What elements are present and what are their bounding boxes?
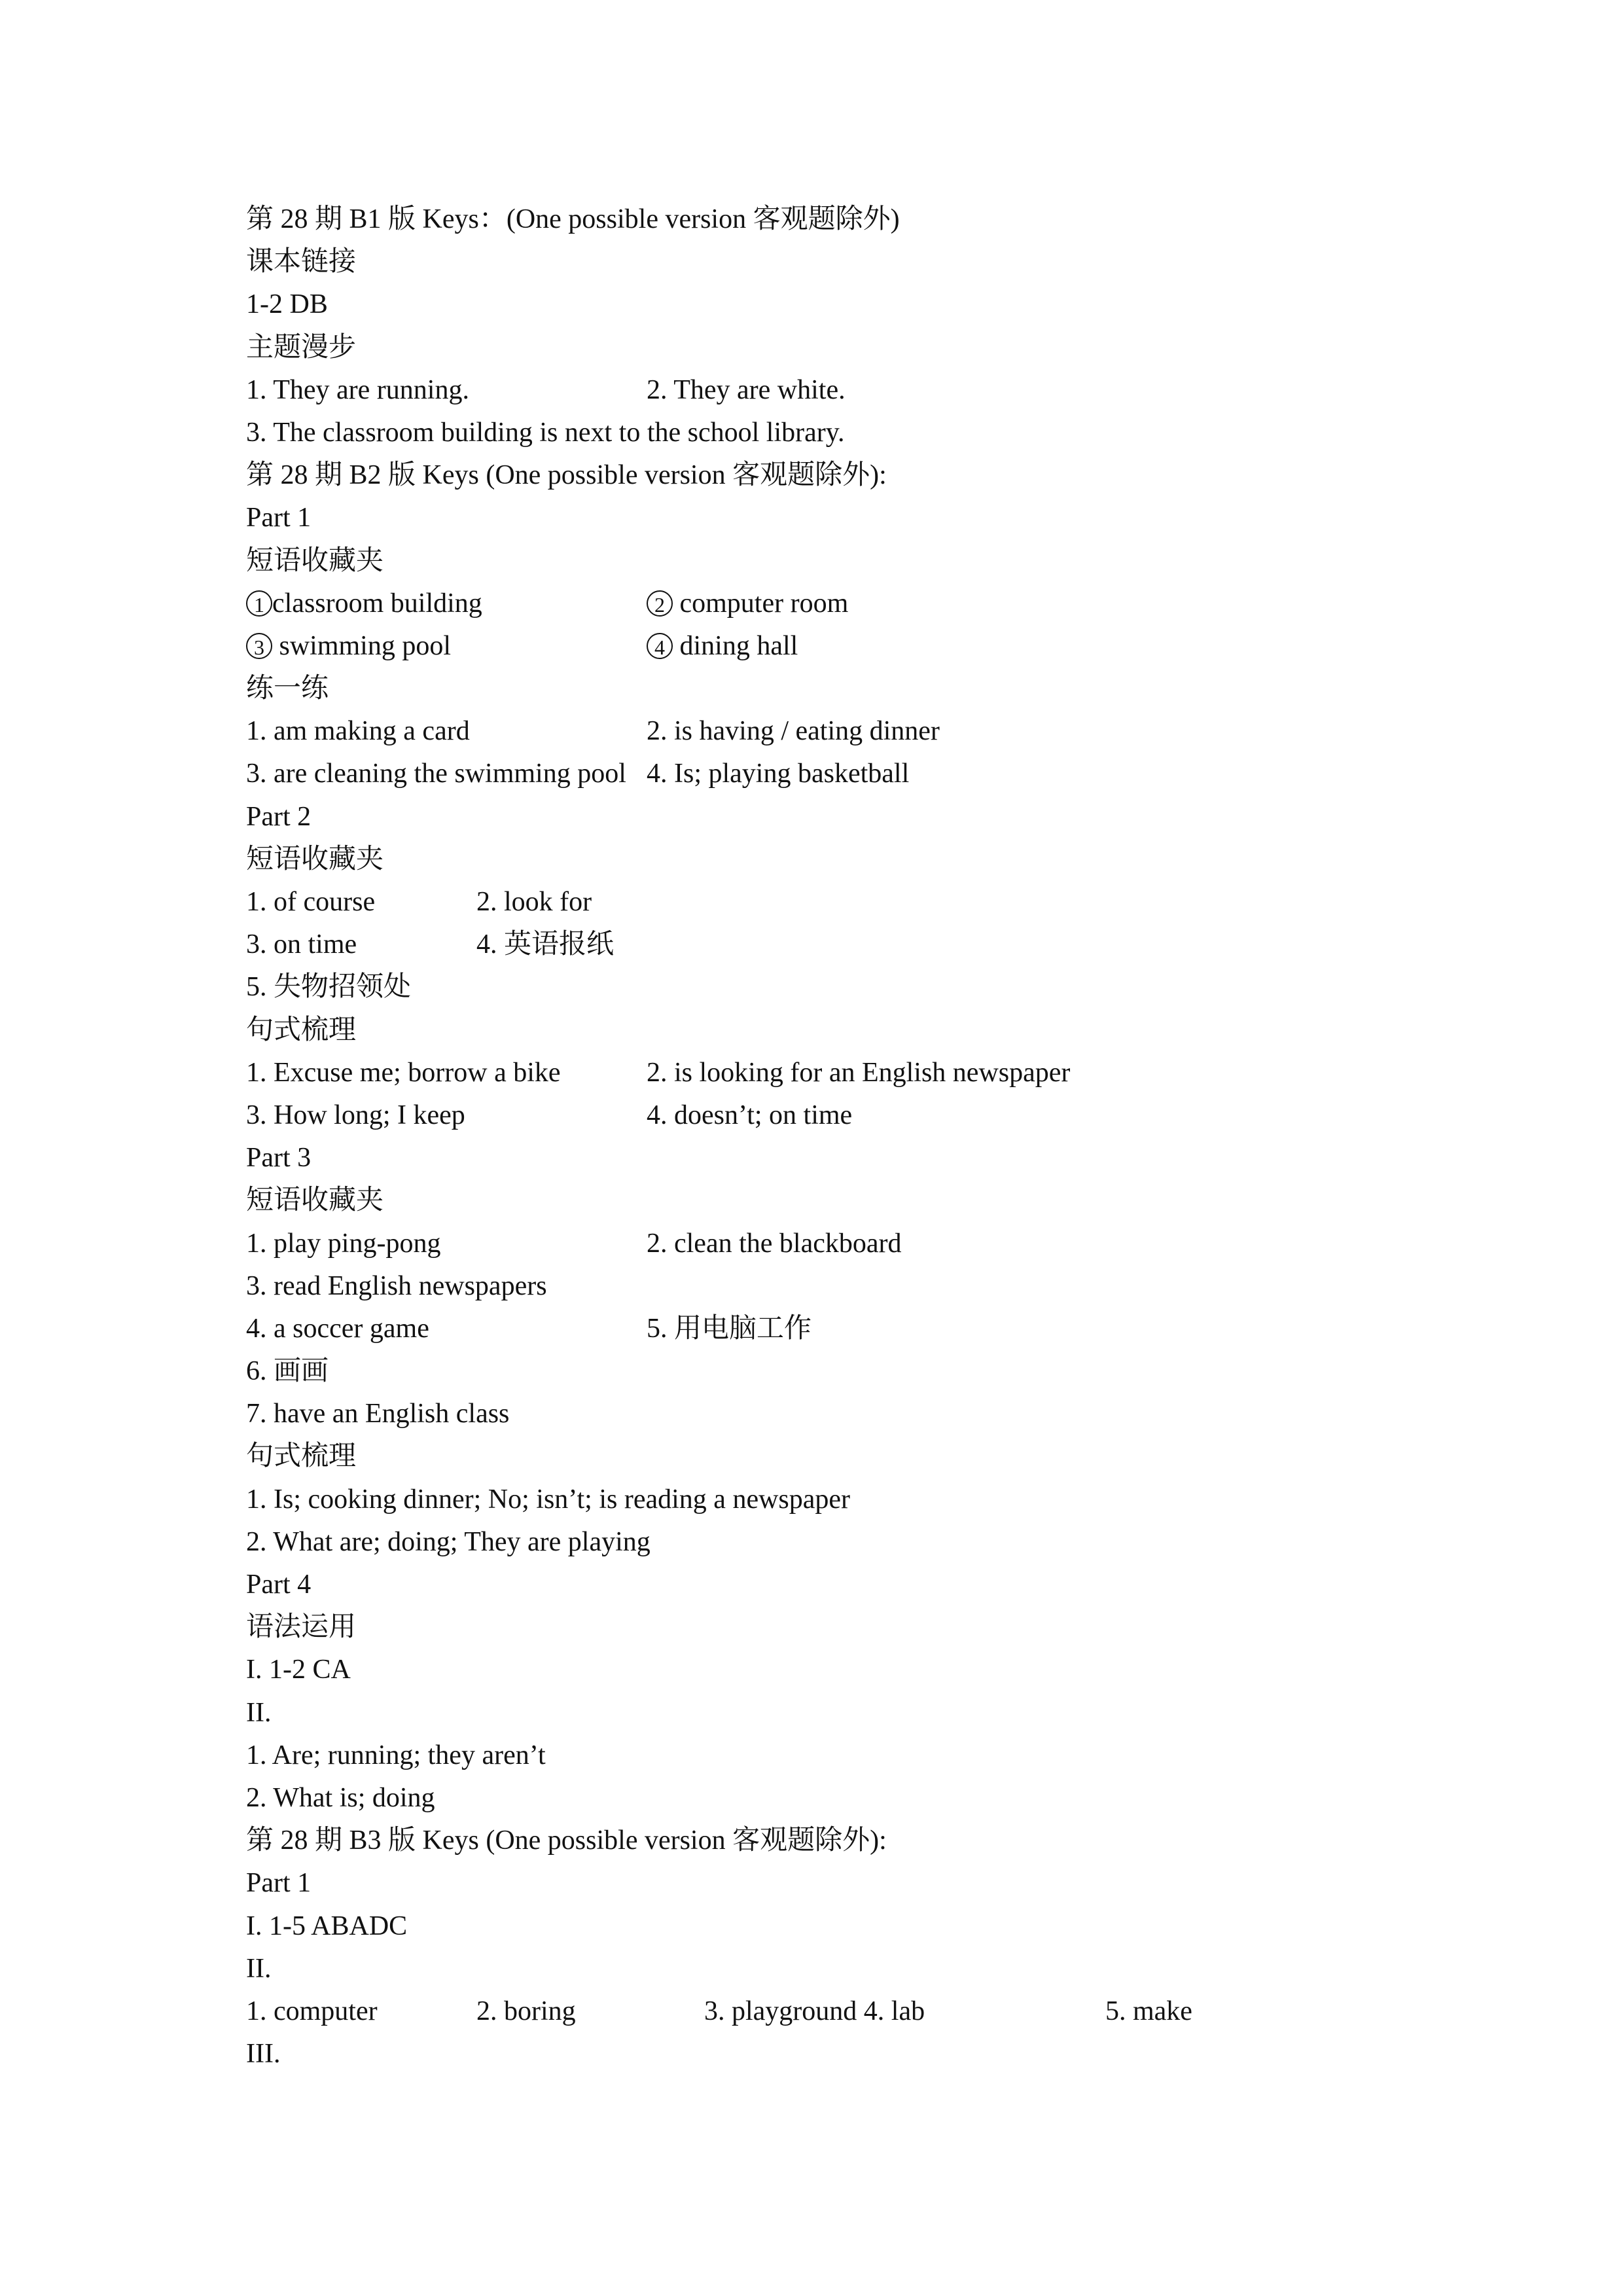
answer-item: 3. playground 4. lab — [704, 1996, 925, 2026]
answer-item: 4. 英语报纸 — [476, 929, 615, 960]
answer-row — [246, 583, 1424, 625]
section-heading-phrase-collection: 短语收藏夹 — [246, 1185, 384, 1216]
answer-line: 1-2 DB — [246, 289, 328, 320]
section-heading-sentence-review: 句式梳理 — [246, 1014, 357, 1045]
answer-item: 4. doesn’t; on time — [647, 1100, 853, 1130]
answer-row — [246, 753, 1424, 795]
answer-row — [246, 1990, 1424, 2033]
answer-item: 3. on time — [246, 929, 357, 960]
answer-row — [246, 710, 1424, 753]
answer-row — [246, 369, 1424, 412]
b1-header: 第 28 期 B1 版 Keys：(One possible version 客观题除外) — [246, 204, 900, 234]
answer-row — [246, 881, 1424, 924]
answer-item: 3. How long; I keep — [246, 1100, 465, 1130]
answer-item — [246, 625, 451, 668]
answer-line: 1. Is; cooking dinner; No; isn’t; is reading a newspaper — [246, 1484, 851, 1515]
circled-number: 2 — [647, 590, 673, 617]
answer-line: 5. 失物招领处 — [246, 972, 412, 1003]
section-heading-grammar-use: 语法运用 — [246, 1612, 357, 1643]
answer-item — [647, 625, 798, 668]
part-heading: Part 1 — [246, 1868, 312, 1899]
part-heading: Part 2 — [246, 801, 312, 832]
answer-line: 3. read English newspapers — [246, 1270, 547, 1301]
answer-line: II. — [246, 1697, 272, 1728]
section-heading-theme-walk: 主题漫步 — [246, 332, 357, 363]
answer-item: 2. is looking for an English newspaper — [647, 1057, 1071, 1088]
answer-line: 3. The classroom building is next to the school library. — [246, 417, 845, 448]
circled-number: 4 — [647, 633, 673, 659]
answer-line: 2. What are; doing; They are playing — [246, 1526, 651, 1557]
answer-line: 7. have an English class — [246, 1399, 510, 1429]
answer-item — [246, 583, 482, 625]
answer-item: 2. They are white. — [647, 374, 846, 405]
answer-line: 2. What is; doing — [246, 1782, 435, 1813]
answer-item: 1. of course — [246, 887, 376, 917]
answer-row — [246, 1308, 1424, 1350]
answer-item: 1. computer — [246, 1996, 378, 2026]
answer-row — [246, 625, 1424, 668]
answer-line: 6. 画画 — [246, 1356, 329, 1387]
section-heading-textbook-link: 课本链接 — [246, 247, 357, 278]
answer-line: I. 1-2 CA — [246, 1655, 351, 1685]
answer-text: classroom building — [272, 588, 482, 619]
answer-item: 3. are cleaning the swimming pool — [246, 759, 626, 789]
section-heading-phrase-collection: 短语收藏夹 — [246, 844, 384, 874]
answer-text: swimming pool — [272, 630, 452, 661]
answer-row — [246, 1223, 1424, 1265]
answer-item: 2. boring — [476, 1996, 576, 2026]
answer-row — [246, 924, 1424, 966]
answer-item: 1. play ping-pong — [246, 1228, 441, 1259]
section-heading-practice: 练一练 — [246, 673, 329, 704]
answer-item: 4. Is; playing basketball — [647, 759, 910, 789]
answer-row — [246, 1094, 1424, 1137]
answer-item: 2. is having / eating dinner — [647, 716, 940, 747]
part-heading: Part 3 — [246, 1143, 312, 1174]
answer-item: 4. a soccer game — [246, 1313, 429, 1344]
answer-text: dining hall — [673, 630, 798, 661]
answer-item — [647, 583, 848, 625]
answer-key-document — [246, 198, 1424, 2075]
answer-row — [246, 1052, 1424, 1094]
answer-item: 2. clean the blackboard — [647, 1228, 902, 1259]
section-heading-phrase-collection: 短语收藏夹 — [246, 545, 384, 576]
answer-line: 1. Are; running; they aren’t — [246, 1740, 546, 1770]
answer-item: 1. Excuse me; borrow a bike — [246, 1057, 561, 1088]
answer-line: I. 1-5 ABADC — [246, 1910, 408, 1941]
section-heading-sentence-review: 句式梳理 — [246, 1441, 357, 1472]
answer-item: 1. am making a card — [246, 716, 470, 747]
part-heading: Part 4 — [246, 1570, 312, 1600]
answer-text: computer room — [673, 588, 849, 619]
answer-item: 2. look for — [476, 887, 592, 917]
answer-item: 5. make — [1105, 1996, 1192, 2026]
circled-number: 1 — [246, 590, 272, 617]
part-heading: Part 1 — [246, 503, 312, 533]
answer-line: II. — [246, 1953, 272, 1984]
circled-number: 3 — [246, 633, 272, 659]
answer-line: III. — [246, 2039, 281, 2070]
answer-item: 5. 用电脑工作 — [647, 1313, 812, 1344]
answer-item: 1. They are running. — [246, 374, 469, 405]
b3-header: 第 28 期 B3 版 Keys (One possible version 客观题除外): — [246, 1825, 887, 1856]
b2-header: 第 28 期 B2 版 Keys (One possible version 客观题除外): — [246, 460, 887, 491]
